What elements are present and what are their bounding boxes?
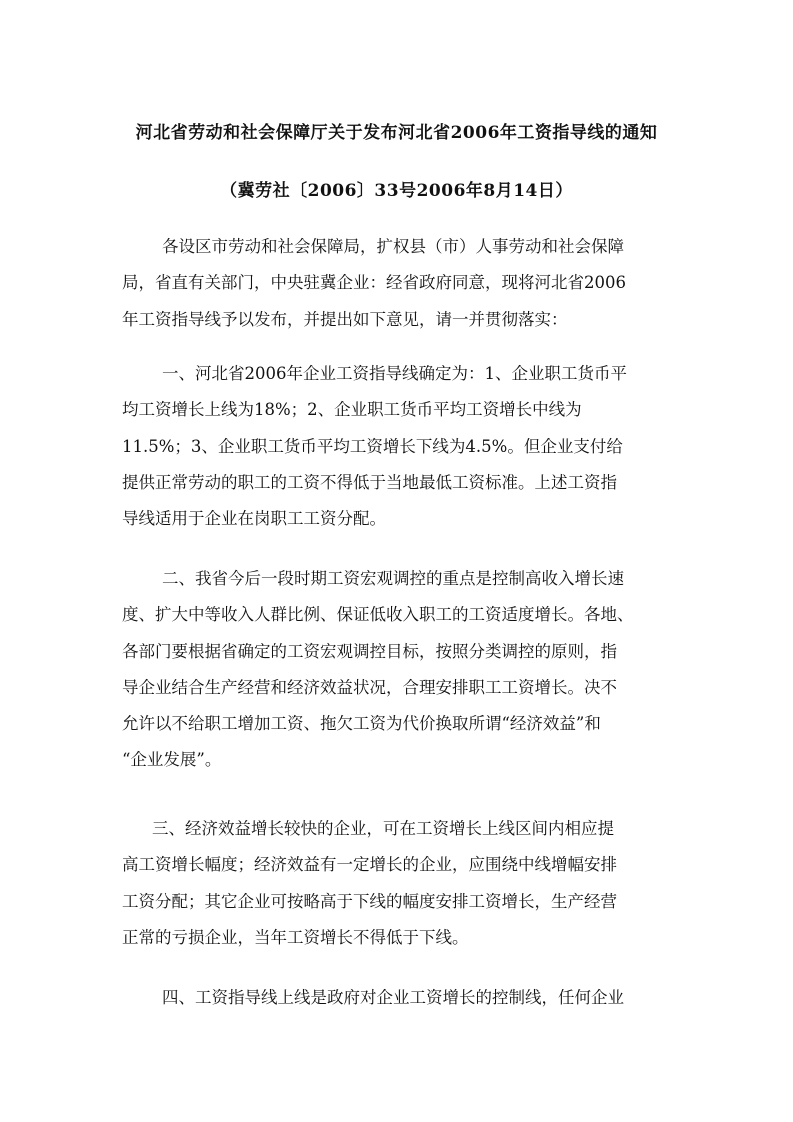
document-subtitle: （冀劳社〔2006〕33号2006年8月14日）	[220, 181, 573, 201]
paragraph-line: 年工资指导线予以发布，并提出如下意见，请一并贯彻落实：	[122, 309, 568, 329]
paragraph-line: 度、扩大中等收入人群比例、保证低收入职工的工资适度增长。各地、	[122, 605, 634, 625]
paragraph-2	[122, 356, 678, 537]
paragraph-4	[122, 811, 678, 956]
paragraph-line: 三、经济效益增长较快的企业，可在工资增长上线区间内相应提	[152, 819, 614, 838]
paragraph-line: “企业发展”。	[122, 750, 222, 770]
paragraph-line: 各设区市劳动和社会保障局，扩权县（市）人事劳动和社会保障	[162, 237, 624, 256]
document-title: 河北省劳动和社会保障厅关于发布河北省2006年工资指导线的通知	[135, 123, 658, 143]
paragraph-line: 11.5%；3、企业职工货币平均工资增长下线为4.5%。但企业支付给	[122, 436, 623, 456]
paragraph-line: 高工资增长幅度；经济效益有一定增长的企业，应围绕中线增幅安排	[122, 855, 617, 875]
paragraph-line: 均工资增长上线为18%；2、企业职工货币平均工资增长中线为	[122, 400, 582, 420]
paragraph-line: 二、我省今后一段时期工资宏观调控的重点是控制高收入增长速	[162, 569, 624, 588]
paragraph-1	[122, 229, 678, 338]
paragraph-3	[122, 561, 678, 779]
paragraph-line: 局，省直有关部门，中央驻冀企业：经省政府同意，现将河北省2006	[122, 273, 626, 293]
paragraph-line: 提供正常劳动的职工的工资不得低于当地最低工资标准。上述工资指	[122, 472, 617, 492]
paragraph-line: 工资分配；其它企业可按略高于下线的幅度安排工资增长，生产经营	[122, 891, 617, 911]
paragraph-line: 正常的亏损企业，当年工资增长不得低于下线。	[122, 927, 469, 947]
paragraph-line: 各部门要根据省确定的工资宏观调控目标，按照分类调控的原则，指	[122, 641, 617, 661]
paragraph-line: 允许以不给职工增加工资、拖欠工资为代价换取所谓“经济效益”和	[122, 714, 601, 734]
paragraph-5	[122, 980, 678, 1016]
paragraph-line: 一、河北省2006年企业工资指导线确定为：1、企业职工货币平	[162, 364, 627, 383]
paragraph-line: 四、工资指导线上线是政府对企业工资增长的控制线，任何企业	[162, 988, 624, 1007]
paragraph-line: 导企业结合生产经营和经济效益状况，合理安排职工工资增长。决不	[122, 677, 617, 697]
paragraph-line: 导线适用于企业在岗职工工资分配。	[122, 509, 386, 529]
